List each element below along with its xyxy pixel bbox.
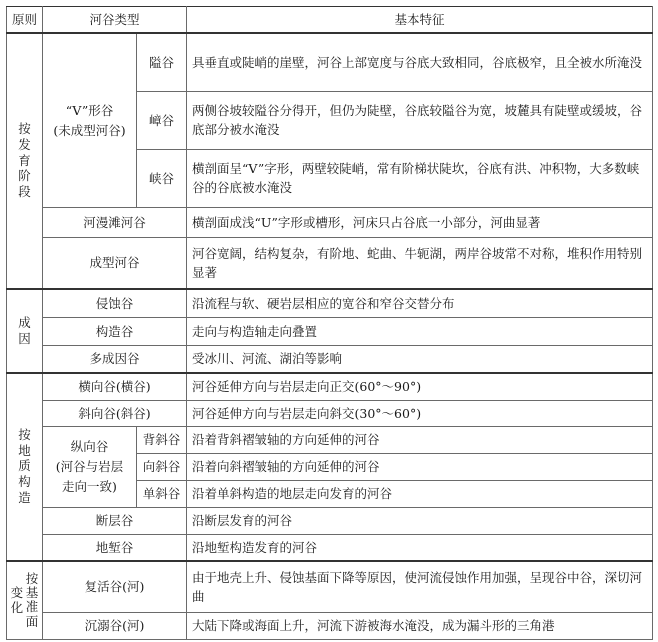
subtype-cell: 向斜谷 xyxy=(137,454,187,481)
feature-cell: 沿流程与软、硬岩层相应的宽谷和窄谷交替分布 xyxy=(187,289,653,317)
longitudinal-valley-cell xyxy=(43,427,137,508)
type-cell: 多成因谷 xyxy=(43,345,187,373)
table-row xyxy=(7,345,653,373)
feature-cell: 河谷延伸方向与岩层走向正交(60°～90°) xyxy=(187,373,653,400)
feature-cell: 具垂直或陡峭的崖壁，河谷上部宽度与谷底大致相同，谷底极窄，且全被水所淹没 xyxy=(187,33,653,91)
principle-base-level-change: 变化 xyxy=(10,585,24,616)
subtype-cell: 嶂谷 xyxy=(137,91,187,149)
feature-cell: 横剖面呈“V”字形，两壁较陡峭，常有阶梯状陡坎，谷底有洪、冲积物，大多数峡谷的谷底被水淹没 xyxy=(187,149,653,207)
type-cell: 横向谷(横谷) xyxy=(43,373,187,400)
table-row xyxy=(7,400,653,426)
principle-development: 按发育阶段 xyxy=(7,33,43,289)
longitudinal-line1: 纵向谷 xyxy=(70,439,109,455)
table-row xyxy=(7,561,653,613)
feature-cell: 沿着单斜构造的地层走向发育的河谷 xyxy=(187,481,653,508)
type-cell: 地堑谷 xyxy=(43,534,187,561)
subtype-cell: 峡谷 xyxy=(137,149,187,207)
feature-cell: 河谷延伸方向与岩层走向斜交(30°～60°) xyxy=(187,400,653,426)
type-cell: 侵蚀谷 xyxy=(43,289,187,317)
header-valley-type: 河谷类型 xyxy=(43,7,187,34)
v-valley-line1: “V”形谷 xyxy=(65,102,114,118)
feature-cell: 由于地壳上升、侵蚀基面下降等原因，使河流侵蚀作用加强，呈现谷中谷，深切河曲 xyxy=(187,561,653,613)
type-cell: 构造谷 xyxy=(43,317,187,345)
table-row xyxy=(7,289,653,317)
type-cell: 成型河谷 xyxy=(43,237,187,289)
subtype-cell: 隘谷 xyxy=(137,33,187,91)
table-row xyxy=(7,237,653,289)
subtype-cell: 背斜谷 xyxy=(137,427,187,454)
header-principle: 原则 xyxy=(7,7,43,34)
feature-cell: 河谷宽阔，结构复杂，有阶地、蛇曲、牛轭湖，两岸谷坡常不对称，堆积作用特别显著 xyxy=(187,237,653,289)
type-cell: 沉溺谷(河) xyxy=(43,613,187,639)
feature-cell: 两侧谷坡较隘谷分得开，但仍为陡壁，谷底较隘谷为宽，坡麓具有陡壁或缓坡，谷底部分被水淹没 xyxy=(187,91,653,149)
river-valley-table xyxy=(6,6,653,640)
v-valley-line2: (未成型河谷) xyxy=(53,122,126,138)
type-cell: 斜向谷(斜谷) xyxy=(43,400,187,426)
principle-origin: 成因 xyxy=(7,289,43,373)
feature-cell: 沿着向斜褶皱轴的方向延伸的河谷 xyxy=(187,454,653,481)
feature-cell: 走向与构造轴走向叠置 xyxy=(187,317,653,345)
longitudinal-line2: (河谷与岩层 xyxy=(55,459,124,475)
table-row xyxy=(7,534,653,561)
feature-cell: 横剖面成浅“U”字形或槽形，河床只占谷底一小部分，河曲显著 xyxy=(187,207,653,237)
type-cell: 复活谷(河) xyxy=(43,561,187,613)
v-valley-cell xyxy=(43,33,137,207)
principle-base-level-label: 按基准面 xyxy=(25,570,39,629)
principle-base-level xyxy=(7,561,43,639)
type-cell: 断层谷 xyxy=(43,508,187,534)
header-row xyxy=(7,7,653,34)
feature-cell: 沿地堑构造发育的河谷 xyxy=(187,534,653,561)
type-cell: 河漫滩河谷 xyxy=(43,207,187,237)
feature-cell: 沿着背斜褶皱轴的方向延伸的河谷 xyxy=(187,427,653,454)
feature-cell: 受冰川、河流、湖泊等影响 xyxy=(187,345,653,373)
table-row xyxy=(7,317,653,345)
feature-cell: 沿断层发育的河谷 xyxy=(187,508,653,534)
subtype-cell: 单斜谷 xyxy=(137,481,187,508)
principle-structure: 按地质构造 xyxy=(7,373,43,561)
header-features: 基本特征 xyxy=(187,7,653,34)
table-row xyxy=(7,207,653,237)
table-row xyxy=(7,427,653,454)
table-row xyxy=(7,508,653,534)
table-row xyxy=(7,373,653,400)
feature-cell: 大陆下降或海面上升，河流下游被海水淹没，成为漏斗形的三角港 xyxy=(187,613,653,639)
longitudinal-line3: 走向一致) xyxy=(62,479,117,495)
table-row xyxy=(7,613,653,639)
table-row xyxy=(7,33,653,91)
